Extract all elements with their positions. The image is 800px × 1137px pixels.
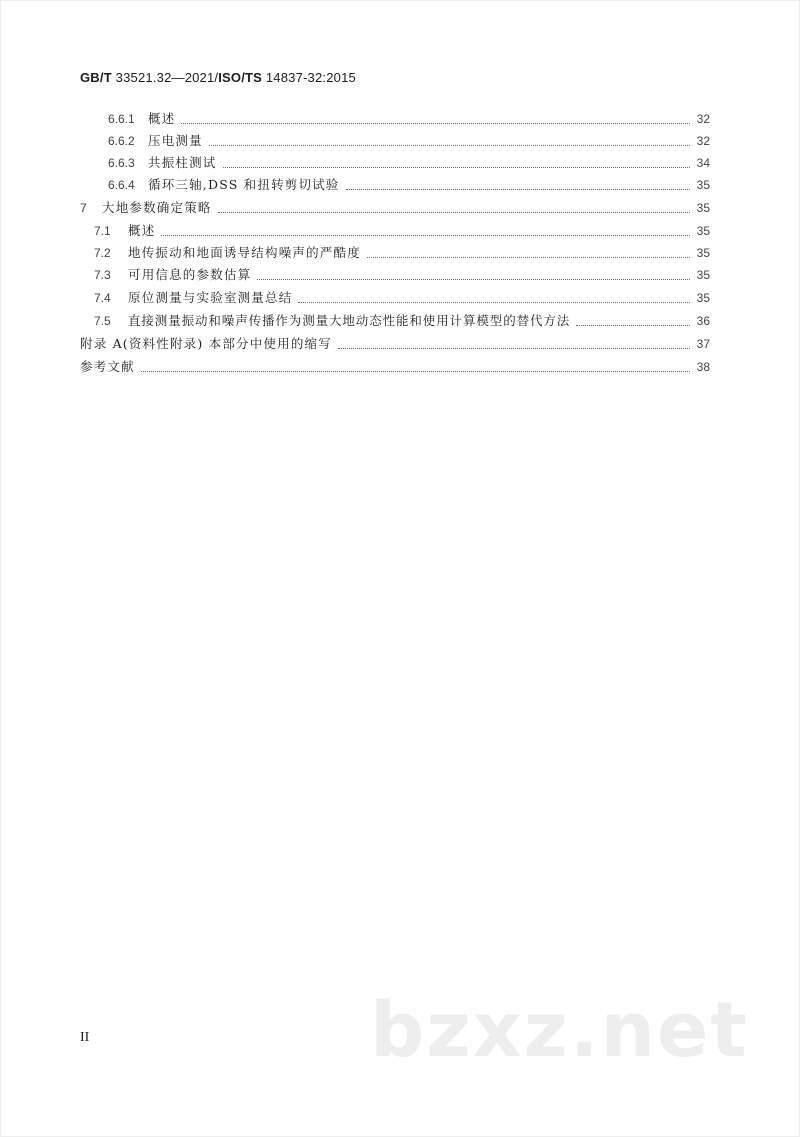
toc-entry-page: 35 — [696, 268, 710, 282]
toc-entry[interactable] — [108, 107, 710, 127]
toc-entry-number: 6.6.1 — [108, 112, 135, 126]
toc-entry-page: 38 — [696, 360, 710, 374]
toc-entry-title: 压电测量 — [148, 133, 203, 148]
toc-entry-title: 共振柱测试 — [148, 155, 217, 170]
toc-dot-leader — [576, 324, 690, 326]
toc-dot-leader — [141, 370, 690, 372]
toc-dot-leader — [338, 347, 690, 349]
toc-entry[interactable] — [80, 196, 710, 216]
toc-entry-references[interactable] — [80, 355, 710, 375]
toc-entry-title: 概述 — [128, 223, 156, 238]
iso-number: 14837-32:2015 — [262, 70, 356, 85]
toc-entry[interactable] — [108, 129, 710, 149]
page-number: II — [80, 1030, 90, 1045]
standard-header — [80, 70, 356, 85]
toc-entry-number: 6.6.4 — [108, 178, 135, 192]
toc-entry[interactable] — [108, 173, 710, 193]
toc-entry-page: 32 — [696, 134, 710, 148]
toc-entry-number: 7.2 — [94, 246, 111, 260]
toc-entry-page: 35 — [696, 201, 710, 215]
toc-entry-number: 7.5 — [94, 314, 111, 328]
toc-entry-number: 6.6.3 — [108, 156, 135, 170]
toc-entry-title: 大地参数确定策略 — [102, 200, 212, 215]
standard-number: 33521.32—2021/ — [111, 70, 219, 85]
toc-entry[interactable] — [94, 309, 710, 329]
toc-dot-leader — [223, 166, 690, 168]
toc-entry-number: 7.4 — [94, 291, 111, 305]
standard-prefix: GB/T — [80, 70, 112, 85]
toc-dot-leader — [367, 256, 690, 258]
toc-entry[interactable] — [94, 286, 710, 306]
toc-entry-number: 7.3 — [94, 268, 111, 282]
toc-dot-leader — [161, 234, 690, 236]
toc-dot-leader — [218, 211, 690, 213]
toc-entry[interactable] — [94, 241, 710, 261]
toc-entry-page: 37 — [696, 337, 710, 351]
toc-entry-page: 35 — [696, 178, 710, 192]
toc-entry-page: 35 — [696, 246, 710, 260]
toc-entry[interactable] — [108, 151, 710, 171]
toc-entry-title: 参考文献 — [80, 359, 135, 374]
toc-entry-page: 35 — [696, 224, 710, 238]
toc-entry-title: 原位测量与实验室测量总结 — [128, 290, 293, 305]
toc-entry-page: 34 — [696, 156, 710, 170]
toc-dot-leader — [257, 278, 690, 280]
toc-entry-title: 附录 A(资料性附录) 本部分中使用的缩写 — [80, 336, 332, 351]
toc-dot-leader — [209, 144, 690, 146]
toc-entry[interactable] — [94, 263, 710, 283]
toc-entry-title: 地传振动和地面诱导结构噪声的严酷度 — [128, 245, 361, 260]
toc-entry-page: 32 — [696, 112, 710, 126]
toc-entry-number: 7 — [80, 201, 87, 215]
toc-entry-title: 可用信息的参数估算 — [128, 267, 252, 282]
toc-entry-page: 36 — [696, 314, 710, 328]
toc-entry-title: 直接测量振动和噪声传播作为测量大地动态性能和使用计算模型的替代方法 — [128, 313, 571, 328]
iso-prefix: ISO/TS — [218, 70, 263, 85]
toc-entry-title: 循环三轴,DSS 和扭转剪切试验 — [148, 177, 340, 192]
toc-dot-leader — [298, 301, 690, 303]
toc-dot-leader — [346, 188, 690, 190]
toc-entry-number: 6.6.2 — [108, 134, 135, 148]
toc-entry[interactable] — [94, 219, 710, 239]
toc-entry-page: 35 — [696, 291, 710, 305]
toc-entry-number: 7.1 — [94, 224, 111, 238]
toc-entry-title: 概述 — [148, 111, 176, 126]
site-watermark: bzxz.net — [370, 985, 749, 1074]
toc-entry-annex[interactable] — [80, 332, 710, 352]
toc-dot-leader — [181, 122, 690, 124]
